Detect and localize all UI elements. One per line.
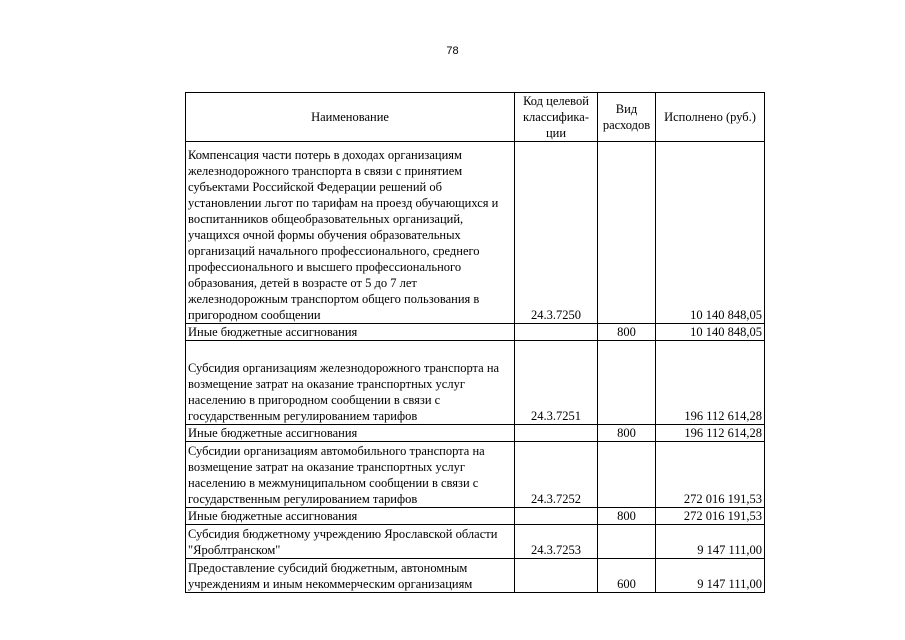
budget-table <box>185 92 765 593</box>
table-row <box>186 559 765 593</box>
row-code <box>515 559 598 593</box>
row-type: 800 <box>598 324 656 341</box>
row-type: 600 <box>598 559 656 593</box>
row-amount: 196 112 614,28 <box>656 341 765 425</box>
row-code: 24.3.7253 <box>515 525 598 559</box>
row-amount: 272 016 191,53 <box>656 508 765 525</box>
header-code: Код целевой классифика-ции <box>515 93 598 142</box>
row-name: Иные бюджетные ассигнования <box>186 425 515 442</box>
row-code <box>515 425 598 442</box>
row-amount: 10 140 848,05 <box>656 142 765 324</box>
row-code: 24.3.7251 <box>515 341 598 425</box>
row-type <box>598 442 656 508</box>
row-name: Субсидии организациям автомобильного транспорта на возмещение затрат на оказание транспортных услуг населению в межмуниципальном сообщении в связи с государственным регулированием тарифов <box>186 442 515 508</box>
row-amount: 196 112 614,28 <box>656 425 765 442</box>
row-name: Иные бюджетные ассигнования <box>186 324 515 341</box>
row-name: Предоставление субсидий бюджетным, автономным учреждениям и иным некоммерческим организациям <box>186 559 515 593</box>
table-header-row <box>186 93 765 142</box>
page-number: 78 <box>446 45 459 57</box>
header-amount: Исполнено (руб.) <box>656 93 765 142</box>
row-type <box>598 525 656 559</box>
table-row <box>186 442 765 508</box>
row-type <box>598 341 656 425</box>
row-amount: 10 140 848,05 <box>656 324 765 341</box>
table-row <box>186 142 765 324</box>
row-name: Иные бюджетные ассигнования <box>186 508 515 525</box>
row-code: 24.3.7250 <box>515 142 598 324</box>
table-row <box>186 425 765 442</box>
row-type: 800 <box>598 508 656 525</box>
row-name: Субсидия организациям железнодорожного транспорта на возмещение затрат на оказание транспортных услуг населению в пригородном сообщении в связи с государственным регулированием тарифов <box>186 341 515 425</box>
row-amount: 9 147 111,00 <box>656 525 765 559</box>
table-row <box>186 525 765 559</box>
row-code: 24.3.7252 <box>515 442 598 508</box>
row-name: Компенсация части потерь в доходах организациям железнодорожного транспорта в связи с принятием субъектами Российской Федерации решений об установлении льгот по тарифам на проезд обучающихся и воспитанников общеобразовательных организаций, учащихся очной формы обучения образовательных организаций начального профессионального, среднего профессионального и высшего профессионального образования, детей в возрасте от 5 до 7 лет железнодорожным транспортом общего пользования в пригородном сообщении <box>186 142 515 324</box>
row-amount: 9 147 111,00 <box>656 559 765 593</box>
table-row <box>186 324 765 341</box>
table-row <box>186 341 765 425</box>
row-code <box>515 508 598 525</box>
row-type: 800 <box>598 425 656 442</box>
row-name: Субсидия бюджетному учреждению Ярославской области "Яроблтранском" <box>186 525 515 559</box>
header-name: Наименование <box>186 93 515 142</box>
row-amount: 272 016 191,53 <box>656 442 765 508</box>
row-code <box>515 324 598 341</box>
header-type: Вид расходов <box>598 93 656 142</box>
table-row <box>186 508 765 525</box>
row-type <box>598 142 656 324</box>
